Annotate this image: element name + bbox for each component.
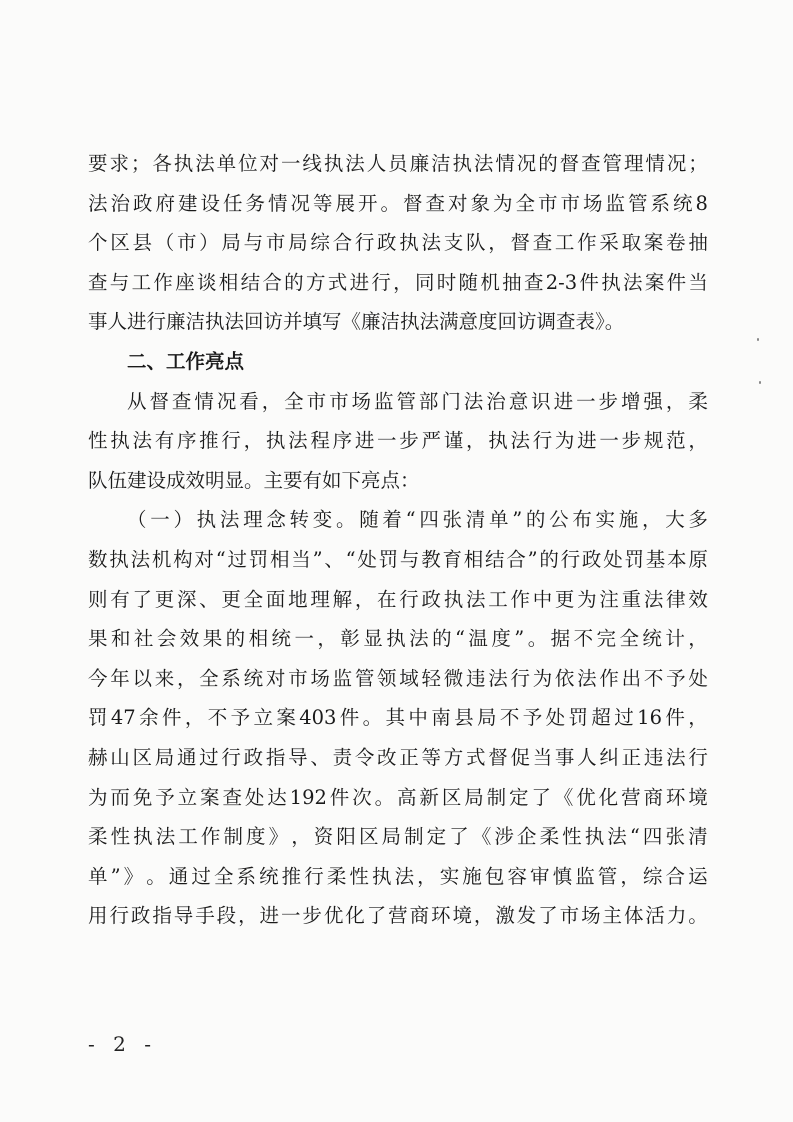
scan-speck (759, 381, 761, 384)
scan-speck (757, 338, 759, 341)
text-line: 今 年 以 来 ， 全 系 统 对 市 场 监 管 领 域 轻 微 违 法 行 为 依 法 作 出 不 予 处 (88, 666, 708, 690)
text-line: 柔 性 执 法 工 作 制 度 》 ， 资 阳 区 局 制 定 了 《 涉 企 柔 性 执 法 “ 四 张 清 (88, 825, 708, 849)
text-line: 用 行 政 指 导 手 段 ， 进 一 步 优 化 了 营 商 环 境 ， 激 发 了 市 场 主 体 活 力 。 (88, 904, 708, 928)
text-line: 则 有 了 更 深 、 更 全 面 地 理 解 ， 在 行 政 执 法 工 作 中 更 为 注 重 法 律 效 (88, 587, 708, 611)
text-line: 为 而 免 予 立 案 查 处 达 192 件 次 。 高 新 区 局 制 定 了 《 优 化 营 商 环 境 (88, 785, 708, 809)
text-line: 单 ” 》 。 通 过 全 系 统 推 行 柔 性 执 法 ， 实 施 包 容 审 慎 监 管 ， 综 合 运 (88, 864, 708, 888)
text-line: 性 执 法 有 序 推 行 ， 执 法 程 序 进 一 步 严 谨 ， 执 法 行 为 进 一 步 规 范 ， (88, 429, 708, 453)
text-line: 事人进行廉洁执法回访并填写《廉洁执法满意度回访调查表》。 (88, 310, 625, 334)
text-line: 罚 47 余 件 ， 不 予 立 案 403 件 。 其 中 南 县 局 不 予 处 罚 超 过 16 件 ， (88, 706, 708, 730)
text-line: 个 区 县 （ 市 ） 局 与 市 局 综 合 行 政 执 法 支 队 ， 督 查 工 作 采 取 案 卷 抽 (88, 231, 708, 255)
page-number: - 2 - (88, 1032, 157, 1056)
section-heading: 二、工作亮点 (127, 349, 245, 373)
text-line: 赫 山 区 局 通 过 行 政 指 导 、 责 令 改 正 等 方 式 督 促 当 事 人 纠 正 违 法 行 (88, 745, 708, 769)
text-line: 果 和 社 会 效 果 的 相 统 一 ， 彰 显 执 法 的 “ 温 度 ” 。 据 不 完 全 统 计 ， (88, 627, 708, 651)
text-line: 法 治 政 府 建 设 任 务 情 况 等 展 开 。 督 查 对 象 为 全 市 市 场 监 管 系 统 8 (88, 191, 708, 215)
text-line: 查 与 工 作 座 谈 相 结 合 的 方 式 进 行 ， 同 时 随 机 抽 查 2-3 件 执 法 案 件 当 (88, 270, 708, 294)
document-body (88, 144, 708, 936)
text-line: 数 执 法 机 构 对 “ 过 罚 相 当 ” 、 “ 处 罚 与 教 育 相 结 合 ” 的 行 政 处 罚 基 本 原 (88, 547, 708, 571)
text-line: （ 一 ） 执 法 理 念 转 变 。 随 着 “ 四 张 清 单 ” 的 公 布 实 施 ， 大 多 (127, 508, 708, 532)
text-line: 从 督 查 情 况 看 ， 全 市 市 场 监 管 部 门 法 治 意 识 进 一 步 增 强 ， 柔 (127, 389, 708, 413)
text-line: 队伍建设成效明显。主要有如下亮点： (88, 468, 420, 492)
text-line: 要 求 ； 各 执 法 单 位 对 一 线 执 法 人 员 廉 洁 执 法 情 况 的 督 查 管 理 情 况 ； (88, 152, 708, 175)
